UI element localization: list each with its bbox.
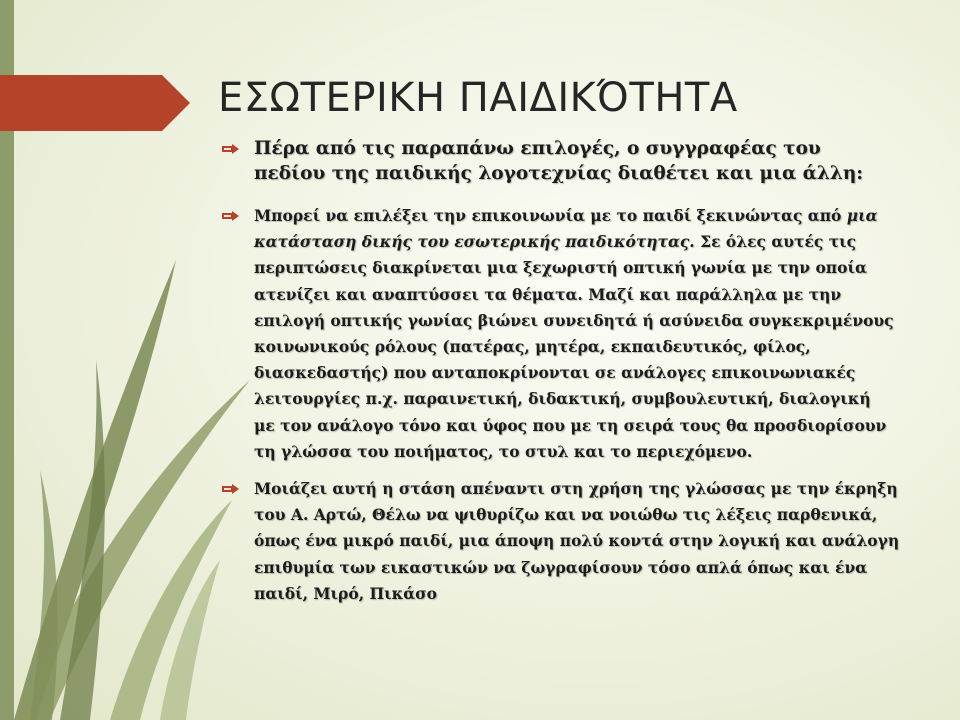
bullet-text: Μπορεί να επιλέξει την επικοινωνία με το παιδί ξεκινώντας από [254,206,847,225]
bullet-text: Μοιάζει αυτή η στάση απέναντι στη χρήση της γλώσσας με την έκρηξη του Α. Αρτώ, Θέλω να ψιθυρίζω και να νοιώθω τις λέξεις παρθενικά, όπως ένα μικρό παιδί, μια άποψη πολύ κοντά στην λογική και ανάλογη επιθυμία των εικαστικών να ζωγραφίσουν τόσο απλά όπως και ένα παιδί, Μιρό, Πικάσο [254,479,900,603]
bullet-text: Πέρα από τις παραπάνω επιλογές, ο συγγραφέας του πεδίου της παιδικής λογοτεχνίας διαθέτει και μια άλλη: [254,138,864,184]
bullet-item [222,203,894,465]
bullet-text: Σε όλες αυτές τις περιπτώσεις διακρίνεται μια ξεχωριστή οπτική γωνία με την οποία ατενίζει και αναπτύσσει τα θέματα. Μαζί και παράλληλα με την επιλογή οπτικής γωνίας βιώνει συνειδητά ή ασύνειδα συγκεκριμένους κοινωνικούς ρόλους (πατέρας, μητέρα, εκπαιδευτικός, φίλος, διασκεδαστής) που ανταποκρίνονται σε ανάλογες επικοινωνιακές λειτουργίες π.χ. παραινετική, διδακτική, συμβουλευτική, διαλογική με τον ανάλογο τόνο και ύφος που με τη σειρά τους θα προσδιορίσουν τη γλώσσα του ποιήματος, το στυλ και το περιεχόμενο. [254,232,894,461]
bullet-list [222,136,922,607]
arrow-bullet-icon [222,211,239,221]
title-arrow-banner [0,75,190,131]
bullet-item [222,136,864,186]
bullet-text-italic: μια κατάσταση δικής του εσωτερικής παιδικότητας. [254,206,878,252]
arrow-bullet-icon [222,484,239,494]
slide-title: ΕΣΩΤΕΡΙΚΗ ΠΑΙΔΙΚΌΤΗΤΑ [218,75,738,121]
arrow-bullet-icon [222,144,239,154]
bullet-item [222,476,914,607]
